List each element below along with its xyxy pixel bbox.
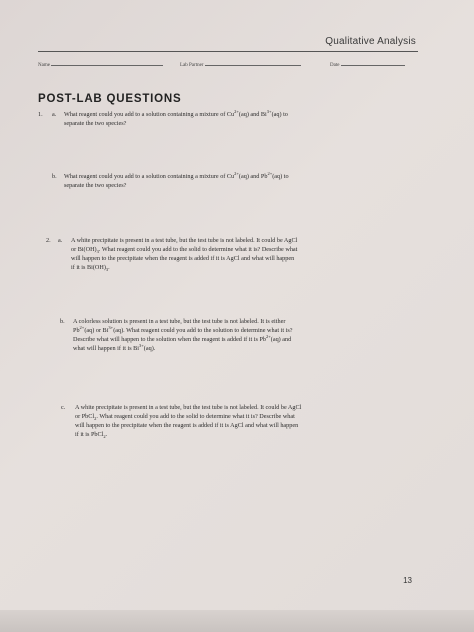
- lab-partner-blank[interactable]: [205, 60, 301, 66]
- header-title: Qualitative Analysis: [325, 36, 416, 47]
- page-number: 13: [403, 576, 412, 585]
- header-divider: [38, 51, 418, 52]
- question-2a-letter: a.: [58, 237, 63, 244]
- question-1b-text: What reagent could you add to a solution containing a mixture of $Cu^{2+}(aq)$ and $Pb^{2+}(aq)$ to separate the two species?: [64, 170, 289, 189]
- question-2-number: 2.: [46, 237, 51, 244]
- question-2b-text: A colorless solution is present in a test tube, but the test tube is not labeled. It is either $Pb^{2+}(aq)$ or $Bi^{3+}(aq)$. What reagent could you add to the solution to determine what it is? Describe what will happen to the solution when the reagent is added if it is $Pb^{2+}(aq)$ and what will happen if it is $Bi^{3+}(aq)$.: [73, 318, 293, 352]
- section-title: POST-LAB QUESTIONS: [38, 93, 182, 105]
- question-1a-text: What reagent could you add to a solution containing a mixture of $Cu^{2+}(aq)$ and $Bi^{3+}(aq)$ to separate the two species?: [64, 108, 288, 127]
- name-field[interactable]: [38, 60, 163, 68]
- name-blank[interactable]: [51, 60, 163, 66]
- question-1b-letter: b.: [52, 173, 57, 180]
- question-2c-text: A white precipitate is present in a test tube, but the test tube is not labeled. It could be AgCl or PbCl$_2$. What reagent could you add to the solid to determine what it is? Describe what will happen to the precipitate when the reagent is added if it is AgCl and what will happen if it is PbCl$_2$.: [75, 404, 302, 440]
- question-2b-letter: b.: [60, 318, 65, 325]
- date-field[interactable]: [330, 60, 405, 68]
- question-2c-letter: c.: [61, 404, 66, 411]
- lab-partner-field[interactable]: [180, 60, 301, 68]
- date-label: Date: [330, 63, 340, 68]
- lab-partner-label: Lab Partner: [180, 63, 204, 68]
- date-blank[interactable]: [341, 60, 405, 66]
- question-2a-text: A white precipitate is present in a test tube, but the test tube is not labeled. It could be AgCl or $Bi(OH)_3$. What reagent could you add to the solid to determine what it is? Describe what will happen to the precipitate when the reagent is added if it is AgCl and what will happen if it is $Bi(OH)_3$.: [71, 237, 298, 273]
- name-label: Name: [38, 63, 50, 68]
- question-1a-letter: a.: [52, 111, 57, 118]
- question-1-number: 1.: [38, 111, 43, 118]
